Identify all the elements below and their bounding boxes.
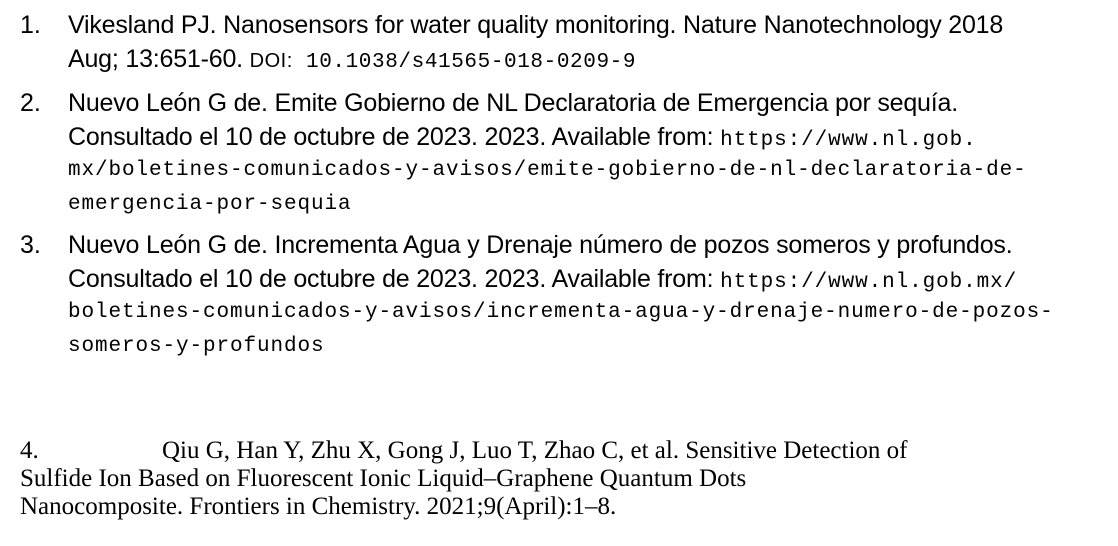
reference-number: 3. (20, 231, 41, 259)
reference-citation: Qiu G, Han Y, Zhu X, Gong J, Luo T, Zhao C, et al. Sensitive Detection of (162, 437, 908, 464)
reference-line (20, 437, 1020, 465)
reference-citation: Aug; 13:651-60. (68, 45, 250, 73)
reference-text (68, 8, 1113, 76)
reference-number: 1. (20, 11, 41, 39)
reference-line: Nuevo León G de. Incrementa Agua y Drenaje número de pozos someros y profundos. (68, 231, 1013, 259)
doi-label: DOI: (249, 50, 293, 72)
reference-url[interactable]: https://www.nl.gob.mx/ (720, 271, 1018, 294)
reference-line (68, 42, 1113, 76)
reference-text (68, 86, 1113, 222)
reference-number: 4. (20, 437, 39, 464)
reference-url[interactable]: emergencia-por-sequia (68, 193, 352, 216)
reference-number: 2. (20, 89, 41, 117)
reference-line: Nanocomposite. Frontiers in Chemistry. 2021;9(April):1–8. (20, 493, 617, 520)
reference-line (68, 262, 1113, 296)
reference-consulted-text: Consultado el 10 de octubre de 2023. 2023. Available from: (68, 123, 721, 151)
reference-consulted-text: Consultado el 10 de octubre de 2023. 2023. Available from: (68, 265, 721, 293)
doi-link[interactable]: 10.1038/s41565-018-0209-9 (292, 51, 637, 74)
reference-line: Nuevo León G de. Emite Gobierno de NL Declaratoria de Emergencia por sequía. (68, 89, 958, 117)
reference-url[interactable]: mx/boletines-comunicados-y-avisos/emite-gobierno-de-nl-declaratoria-de- (68, 159, 1027, 182)
reference-line: Sulfide Ion Based on Fluorescent Ionic Liquid–Graphene Quantum Dots (20, 465, 747, 492)
reference-item-4 (20, 437, 1020, 521)
reference-url[interactable]: someros-y-profundos (68, 335, 325, 358)
reference-url[interactable]: boletines-comunicados-y-avisos/incrementa-agua-y-drenaje-numero-de-pozos- (68, 301, 1054, 324)
reference-text (68, 228, 1113, 364)
reference-url[interactable]: https://www.nl.gob. (720, 129, 977, 152)
reference-line (68, 120, 1113, 154)
reference-line: Vikesland PJ. Nanosensors for water quality monitoring. Nature Nanotechnology 2018 (68, 11, 1004, 39)
